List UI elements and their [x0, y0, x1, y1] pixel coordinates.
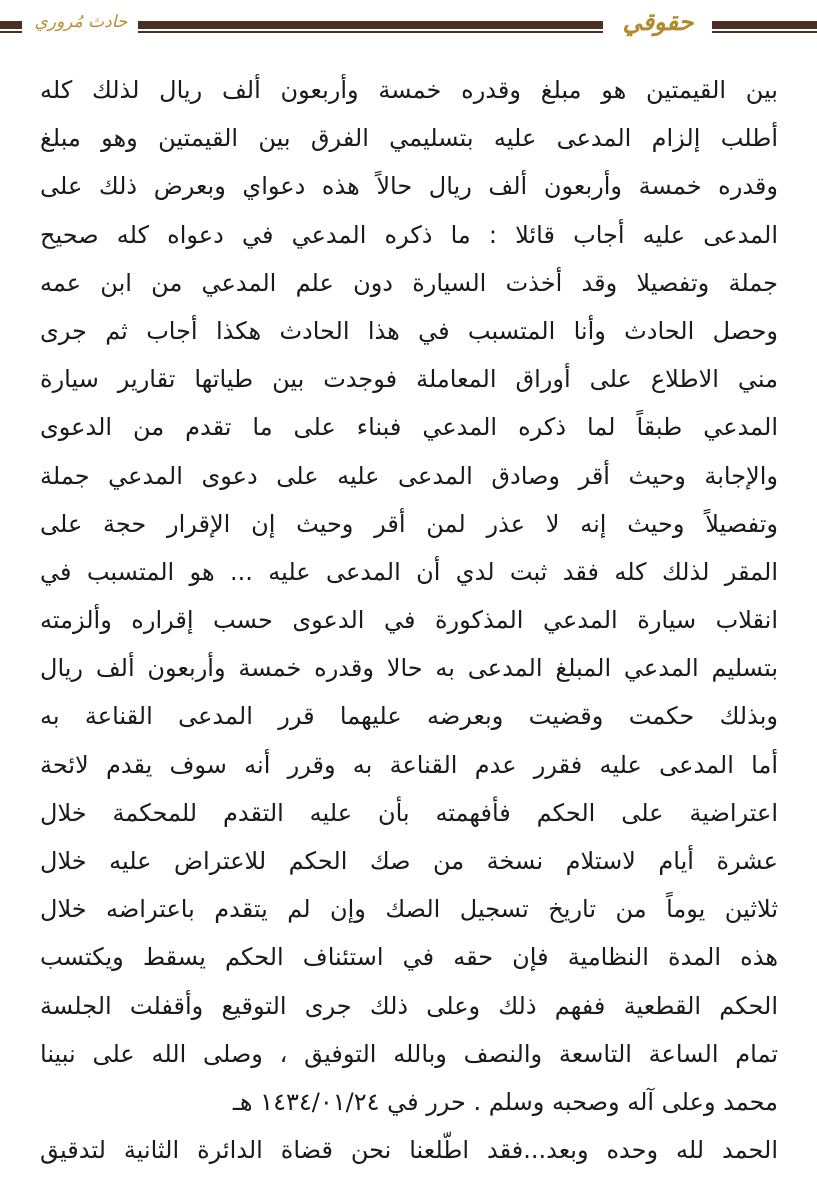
text-line-20: الحكم القطعية ففهم ذلك وعلى ذلك جرى التوقيع وأقفلت الجلسة	[40, 991, 778, 1020]
text-line-11: المقر لذلك كله فقد ثبت لدي أن المدعى عليه ... هو المتسبب في	[40, 557, 778, 586]
text-line-15: أما المدعى عليه فقرر عدم القناعة به وقرر أنه سوف يقدم لائحة	[40, 750, 778, 779]
text-line-19: هذه المدة النظامية فإن حقه في استئناف الحكم يسقط ويكتسب	[40, 943, 778, 972]
text-line-2: أطلب إلزام المدعى عليه بتسليمي الفرق بين القيمتين وهو مبلغ	[40, 124, 778, 153]
text-line-14: وبذلك حكمت وقضيت وبعرضه عليهما قرر المدعى القناعة به	[40, 702, 778, 731]
section-title: حقوقي	[622, 7, 694, 36]
text-line-6: وحصل الحادث وأنا المتسبب في هذا الحادث هكذا أجاب ثم جرى	[40, 316, 778, 345]
text-line-21: تمام الساعة التاسعة والنصف وبالله التوفيق ، وصلى الله على نبينا	[40, 1039, 778, 1068]
text-line-9: والإجابة وحيث أقر وصادق المدعى عليه على دعوى المدعي جملة	[40, 461, 778, 490]
header-rule-left	[0, 18, 22, 34]
text-line-13: بتسليم المدعي المبلغ المدعى به حالا وقدره خمسة وأربعون ألف ريال	[40, 654, 778, 683]
text-line-23: الحمد لله وحده وبعد...فقد اطّلعنا نحن قضاة الدائرة الثانية لتدقيق	[40, 1136, 778, 1165]
author-name: حادث مُروري	[34, 12, 128, 32]
text-line-16: اعتراضية على الحكم فأفهمته بأن عليه التقدم للمحكمة خلال	[40, 798, 778, 827]
page-header	[0, 0, 817, 50]
text-line-3: وقدره خمسة وأربعون ألف ريال حالاً هذه دعواي وبعرض ذلك على	[40, 172, 778, 201]
text-line-22: محمد وعلى آله وصحبه وسلم . حرر في ١٤٣٤/٠١/٢٤ هـ	[232, 1087, 778, 1116]
text-line-18: ثلاثين يوماً من تاريخ تسجيل الصك وإن لم يتقدم باعتراضه خلال	[40, 895, 778, 924]
text-line-5: جملة وتفصيلا وقد أخذت السيارة دون علم المدعي من ابن عمه	[40, 268, 778, 297]
text-line-17: عشرة أيام لاستلام نسخة من صك الحكم للاعتراض عليه خلال	[40, 847, 778, 875]
header-rule-middle	[138, 18, 603, 34]
header-rule-right	[712, 18, 817, 34]
text-line-1: بين القيمتين هو مبلغ وقدره خمسة وأربعون ألف ريال لذلك كله	[40, 76, 778, 104]
text-line-7: مني الاطلاع على أوراق المعاملة فوجدت بين طياتها تقارير سيارة	[40, 365, 778, 394]
body-text	[40, 66, 778, 1174]
text-line-12: انقلاب سيارة المدعي المذكورة في الدعوى حسب إقراره وألزمته	[40, 606, 778, 635]
text-line-8: المدعي طبقاً لما ذكره المدعي فبناء على ما تقدم من الدعوى	[40, 413, 778, 442]
text-line-4: المدعى عليه أجاب قائلا : ما ذكره المدعي في دعواه كله صحيح	[40, 220, 778, 249]
text-line-10: وتفصيلاً وحيث إنه لا عذر لمن أقر وحيث إن الإقرار حجة على	[40, 509, 778, 538]
